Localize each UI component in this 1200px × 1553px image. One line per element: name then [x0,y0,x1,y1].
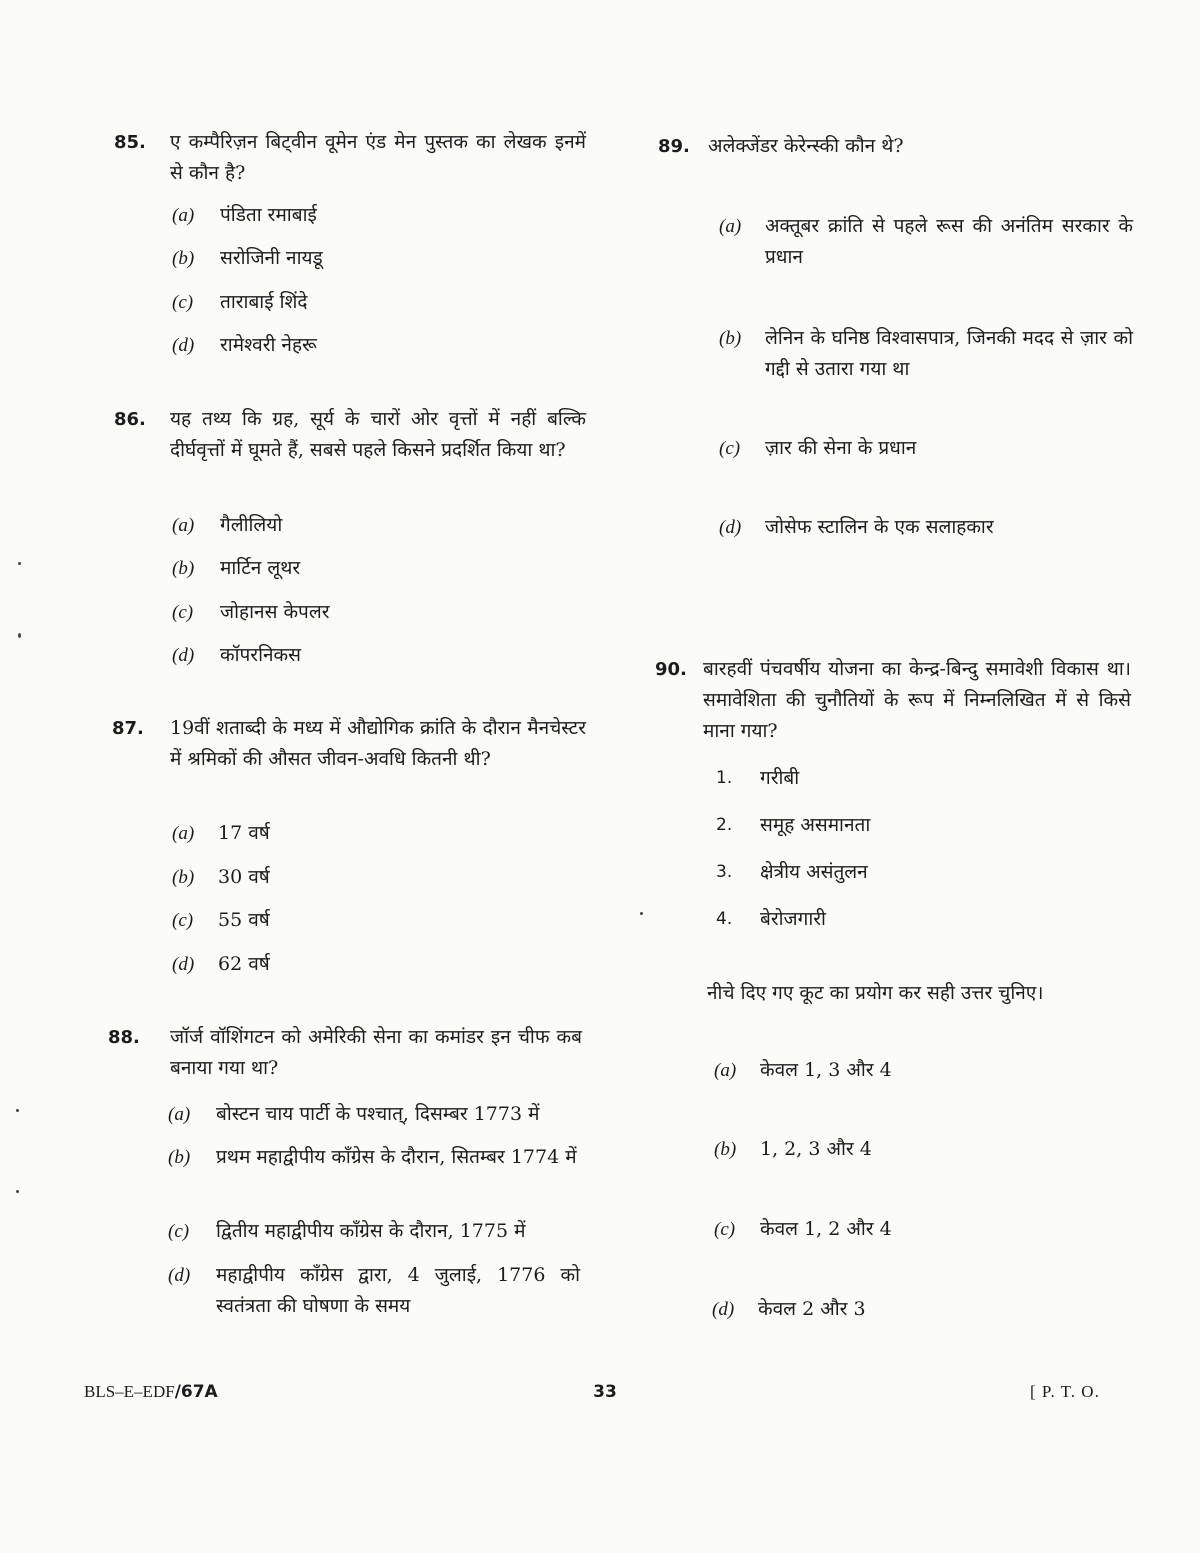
option-text: प्रथम महाद्वीपीय कॉंग्रेस के दौरान, सितम्बर 1774 में [216,1146,577,1168]
option-label: (c) [714,1219,736,1240]
option-text: बोस्टन चाय पार्टी के पश्चात्, दिसम्बर 1773 में [216,1103,540,1125]
booklet-code-suffix: /67A [174,1382,218,1402]
scan-speck [16,1190,19,1193]
question-number: 85. [114,132,146,153]
question-stem [108,1022,582,1084]
option-90-c[interactable] [714,1214,1128,1245]
option-text: लेनिन के घनिष्ठ विश्वासपात्र, जिनकी मदद से ज़ार को गद्दी से उतारा गया था [765,327,1133,380]
option-text: केवल 1, 2 और 4 [760,1218,892,1240]
statement-2 [716,810,1130,841]
option-label: (c) [172,292,194,313]
question-85 [114,127,586,189]
option-text: 30 वर्ष [218,866,270,888]
option-text: महाद्वीपीय कॉंग्रेस द्वारा, 4 जुलाई, 1776 को स्वतंत्रता की घोषणा के समय [216,1264,580,1317]
statement-label: 1. [716,768,733,788]
statement-1 [716,763,1130,794]
option-label: (b) [719,328,742,349]
question-text: जॉर्ज वॉशिंगटन को अमेरिकी सेना का कमांडर इन चीफ कब बनाया गया था? [170,1026,582,1079]
question-90 [655,654,1131,747]
option-86-c[interactable] [172,597,582,628]
option-text: द्वितीय महाद्वीपीय कॉंग्रेस के दौरान, 1775 में [216,1220,526,1242]
option-90-a[interactable] [714,1055,1128,1086]
statement-label: 4. [716,909,733,929]
option-text: गैलीलियो [220,514,283,536]
scan-speck [640,912,643,915]
question-instruction: नीचे दिए गए कूट का प्रयोग कर सही उत्तर चुनिए। [707,982,1044,1004]
option-label: (d) [168,1265,191,1286]
option-89-a[interactable] [719,211,1133,273]
option-label: (c) [172,602,194,623]
option-label: (a) [714,1060,737,1081]
option-label: (b) [172,867,195,888]
option-label: (c) [719,438,741,459]
option-label: (b) [172,558,195,579]
option-88-d[interactable] [168,1260,580,1322]
question-86 [114,404,586,466]
page-number: 33 [593,1382,617,1402]
option-label: (c) [172,910,194,931]
option-text: 62 वर्ष [218,953,270,975]
option-text: ताराबाई शिंदे [220,291,308,313]
option-86-a[interactable] [172,510,582,541]
option-label: (a) [172,205,195,226]
question-number: 90. [655,659,687,680]
option-text: मार्टिन लूथर [220,557,301,579]
option-86-d[interactable] [172,640,582,671]
scan-speck [18,633,21,638]
option-text: 17 वर्ष [218,822,270,844]
option-text: जोहानस केपलर [220,601,330,623]
statement-text: बेरोजगारी [760,908,826,930]
option-text: रामेश्वरी नेहरू [220,334,317,356]
option-label: (d) [172,335,195,356]
option-90-d[interactable] [712,1294,1126,1325]
question-number: 89. [658,136,690,157]
option-87-a[interactable] [172,818,582,849]
question-number: 86. [114,409,146,430]
option-88-b[interactable] [168,1142,580,1173]
option-89-d[interactable] [719,512,1133,543]
option-text: सरोजिनी नायडू [220,247,323,269]
question-87 [112,713,586,775]
option-label: (d) [172,645,195,666]
option-label: (d) [712,1299,735,1320]
scan-speck [16,1109,19,1112]
question-stem [112,713,586,775]
question-text: ए कम्पैरिज़न बिट्वीन वूमेन एंड मेन पुस्तक का लेखक इनमें से कौन है? [170,131,586,184]
scan-speck [18,562,21,565]
question-88 [108,1022,582,1084]
option-text: ज़ार की सेना के प्रधान [765,437,917,459]
question-89 [658,131,1134,162]
question-number: 88. [108,1027,140,1048]
question-stem [655,654,1131,747]
option-label: (d) [172,954,195,975]
booklet-code [84,1382,218,1402]
option-text: 55 वर्ष [218,909,270,931]
option-label: (a) [168,1104,191,1125]
option-text: केवल 1, 3 और 4 [760,1059,892,1081]
option-label: (a) [172,823,195,844]
option-label: (a) [172,515,195,536]
statement-text: गरीबी [760,767,800,789]
option-text: कॉपरनिकस [220,644,301,666]
option-text: जोसेफ स्टालिन के एक सलाहकार [765,516,994,538]
question-stem [114,127,586,189]
option-87-d[interactable] [172,949,582,980]
option-86-b[interactable] [172,553,582,584]
question-text: अलेक्जेंडर केरेन्स्की कौन थे? [708,135,904,157]
question-text: 19वीं शताब्दी के मध्य में औद्योगिक क्रांति के दौरान मैनचेस्टर में श्रमिकों की औसत जीवन-अवधि कितनी थी? [170,717,586,770]
option-87-b[interactable] [172,862,582,893]
option-90-b[interactable] [714,1134,1128,1165]
question-number: 87. [112,718,144,739]
option-label: (b) [714,1139,737,1160]
option-text: पंडिता रमाबाई [220,204,317,226]
option-label: (a) [719,216,742,237]
option-89-b[interactable] [719,323,1133,385]
question-stem [114,404,586,466]
statement-3 [716,857,1130,888]
option-85-a[interactable] [172,200,582,231]
statement-label: 2. [716,815,733,835]
option-text: अक्तूबर क्रांति से पहले रूस की अनंतिम सरकार के प्रधान [765,215,1133,268]
option-label: (c) [168,1221,190,1242]
statement-text: क्षेत्रीय असंतुलन [760,861,868,883]
option-87-c[interactable] [172,905,582,936]
option-88-c[interactable] [168,1216,580,1247]
option-label: (b) [172,248,195,269]
question-stem [658,131,1134,162]
option-text: केवल 2 और 3 [758,1298,866,1320]
option-85-c[interactable] [172,287,582,318]
option-85-d[interactable] [172,330,582,361]
question-text: यह तथ्य कि ग्रह, सूर्य के चारों ओर वृत्तों में नहीं बल्कि दीर्घवृत्तों में घूमते हैं, सबसे पहले किसने प्रदर्शित किया था? [170,408,586,461]
pto-marker: [ P. T. O. [1030,1382,1100,1401]
booklet-code-prefix: BLS–E–EDF [84,1382,175,1401]
statement-4 [716,904,1130,935]
option-label: (b) [168,1147,191,1168]
question-text: बारहवीं पंचवर्षीय योजना का केन्द्र-बिन्दु समावेशी विकास था। समावेशिता की चुनौतियों के रूप में निम्नलिखित में से किसे माना गया? [703,658,1131,742]
statement-text: समूह असमानता [760,814,871,836]
option-88-a[interactable] [168,1099,580,1130]
option-85-b[interactable] [172,243,582,274]
statement-label: 3. [716,862,733,882]
option-label: (d) [719,517,742,538]
option-89-c[interactable] [719,433,1133,464]
option-text: 1, 2, 3 और 4 [760,1138,872,1160]
